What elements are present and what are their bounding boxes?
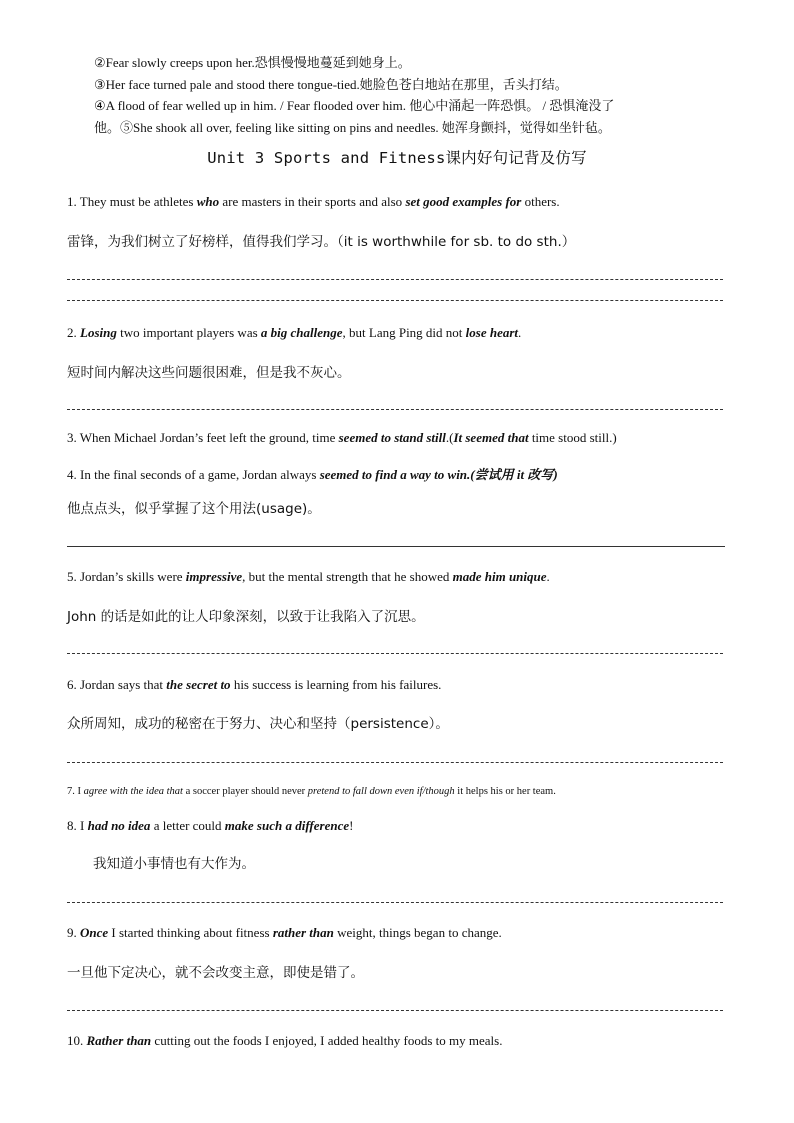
sentence-10 [67, 1033, 502, 1049]
answer-line[interactable] [67, 1010, 723, 1011]
key-phrase: had no idea [87, 818, 151, 833]
sentence-2 [67, 325, 521, 341]
text: a letter could [150, 818, 225, 833]
text: . [518, 325, 522, 340]
text: , but the mental strength that he showed [242, 569, 453, 584]
text: 1. They must be athletes [67, 194, 197, 209]
translation-prompt-4: 他点点头，似乎掌握了这个用法(usage)。 [67, 501, 321, 517]
text: others. [521, 194, 560, 209]
translation-prompt-9: 一旦他下定决心，就不会改变主意，即使是错了。 [67, 965, 364, 981]
answer-line[interactable] [67, 300, 723, 301]
text: I started thinking about fitness [108, 925, 273, 940]
key-phrase: Rather than [86, 1033, 152, 1048]
text: 4. In the final seconds of a game, Jordan always [67, 467, 320, 482]
text: are masters in their sports and also [219, 194, 406, 209]
text: 2. [67, 325, 80, 340]
intro-line-2: ③Her face turned pale and stood there tongue-tied.她脸色苍白地站在那里，舌头打结。 [94, 77, 568, 92]
text: two important players was [116, 325, 261, 340]
answer-line[interactable] [67, 902, 723, 903]
key-phrase: seemed to find a way to win.(尝试用 it 改写) [319, 467, 558, 482]
text: .( [445, 430, 454, 445]
text: . [546, 569, 550, 584]
key-phrase: agree with the idea that [83, 786, 183, 797]
key-phrase: set good examples for [405, 194, 522, 209]
sentence-6 [67, 677, 441, 693]
page-title: Unit 3 Sports and Fitness课内好句记背及仿写 [207, 149, 587, 167]
text: 10. [67, 1033, 87, 1048]
text: ! [349, 818, 354, 833]
answer-line[interactable] [67, 409, 723, 410]
sentence-3 [67, 430, 617, 446]
text: , but Lang Ping did not [342, 325, 466, 340]
key-phrase: It seemed that [453, 430, 529, 445]
key-phrase: impressive [185, 569, 243, 584]
text: 6. Jordan says that [67, 677, 167, 692]
translation-prompt-1: 雷锋，为我们树立了好榜样，值得我们学习。（it is worthwhile for sb. to do sth.） [67, 234, 576, 250]
key-phrase: rather than [272, 925, 334, 940]
text: 3. When Michael Jordan’s feet left the ground, time [67, 430, 339, 445]
key-phrase: seemed to stand still [338, 430, 446, 445]
text: cutting out the foods I enjoyed, I added healthy foods to my meals. [151, 1033, 503, 1048]
key-phrase: lose heart [465, 325, 519, 340]
sentence-9 [67, 925, 502, 941]
translation-prompt-2: 短时间内解决这些问题很困难，但是我不灰心。 [67, 365, 351, 381]
answer-line[interactable] [67, 279, 723, 280]
sentence-1 [67, 194, 560, 210]
key-phrase: a big challenge [260, 325, 343, 340]
text: time stood still.) [528, 430, 617, 445]
key-phrase: Once [80, 925, 109, 940]
sentence-4 [67, 464, 558, 483]
translation-prompt-6: 众所周知，成功的秘密在于努力、决心和坚持（persistence）。 [67, 716, 449, 732]
sentence-5 [67, 569, 550, 585]
answer-line[interactable] [67, 546, 725, 547]
intro-line-3: ④A flood of fear welled up in him. / Fear flooded over him. 他心中涌起一阵恐惧。 / 恐惧淹没了 [94, 98, 615, 113]
answer-line[interactable] [67, 653, 723, 654]
text: his success is learning from his failures. [230, 677, 442, 692]
key-phrase: Losing [80, 325, 117, 340]
text: 5. Jordan’s skills were [67, 569, 186, 584]
intro-line-1: ②Fear slowly creeps upon her.恐惧慢慢地蔓延到她身上。 [94, 55, 411, 70]
key-phrase: make such a difference [224, 818, 350, 833]
text: 8. I [67, 818, 88, 833]
sentence-7 [67, 786, 556, 797]
translation-prompt-5: John 的话是如此的让人印象深刻，以致于让我陷入了沉思。 [67, 609, 425, 625]
text: it helps his or her team. [454, 786, 556, 797]
text: 9. [67, 925, 80, 940]
intro-line-4: 他。⑤She shook all over, feeling like sitting on pins and needles. 她浑身颤抖，觉得如坐针毡。 [94, 120, 611, 135]
text: a soccer player should never [182, 786, 308, 797]
text: weight, things began to change. [333, 925, 502, 940]
sentence-8 [67, 818, 353, 834]
key-phrase: the secret to [166, 677, 231, 692]
text: 7. I [67, 786, 84, 797]
answer-line[interactable] [67, 762, 723, 763]
key-phrase: who [196, 194, 220, 209]
translation-prompt-8: 我知道小事情也有大作为。 [93, 856, 255, 872]
key-phrase: pretend to fall down even if/though [307, 786, 455, 797]
key-phrase: made him unique [452, 569, 547, 584]
